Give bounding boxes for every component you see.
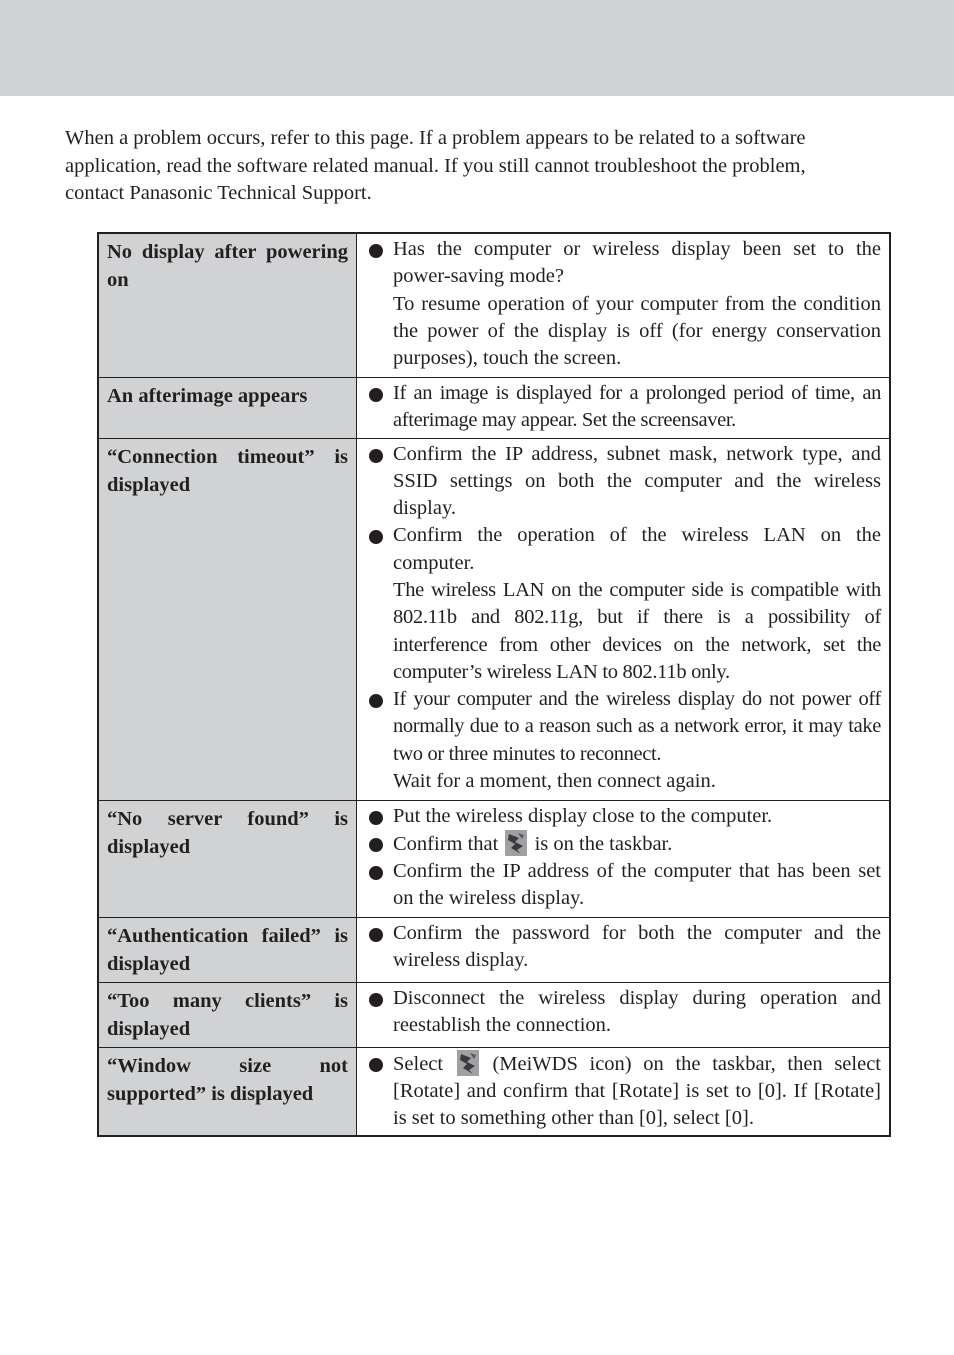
list-item (367, 1050, 881, 1133)
bullet-icon (369, 866, 383, 880)
item-text: Has the computer or wireless display been set to the power-saving mode? (393, 238, 881, 288)
list-item (367, 830, 881, 858)
item-text-before: Select (393, 1052, 444, 1075)
list-item (367, 236, 881, 372)
solution-cell (357, 917, 891, 982)
solution-cell (357, 800, 891, 917)
problem-cell: “Too many clients” is displayed (98, 982, 357, 1047)
solution-cell (357, 1047, 891, 1136)
list-item (367, 985, 881, 1040)
item-extra: Wait for a moment, then connect again. (393, 770, 716, 793)
table-row (98, 1047, 890, 1136)
item-text: Confirm the IP address of the computer that has been set on the wireless display. (393, 860, 881, 910)
list-item (367, 858, 881, 913)
list-item (367, 380, 881, 435)
table-row (98, 917, 890, 982)
bullet-icon (369, 811, 383, 825)
intro-line: When a problem occurs, refer to this page. If a problem appears to be related to a software (65, 127, 806, 149)
item-extra: The wireless LAN on the computer side is compatible with 802.11b and 802.11g, but if there is a possibility of interference from other devices on the network, set the computer’s wireless LAN to 802.11b only. (393, 578, 881, 683)
solution-cell (357, 438, 891, 800)
meiwds-icon (457, 1050, 479, 1076)
bullet-icon (369, 1058, 383, 1072)
header-band (0, 0, 954, 96)
item-text (393, 1050, 881, 1133)
bullet-icon (369, 530, 383, 544)
bullet-icon (369, 449, 383, 463)
item-text: Disconnect the wireless display during operation and reestablish the connection. (393, 986, 881, 1036)
bullet-icon (369, 244, 383, 258)
list-item (367, 920, 881, 975)
problem-cell: “Authentication failed” is displayed (98, 917, 357, 982)
bullet-icon (369, 694, 383, 708)
problem-cell: No display after powering on (98, 233, 357, 377)
bullet-icon (369, 928, 383, 942)
item-text: Confirm the IP address, subnet mask, network type, and SSID settings on both the computer and the wireless display. (393, 442, 881, 520)
item-extra: To resume operation of your computer from the condition the power of the display is off (for energy conservation purposes), touch the screen. (393, 292, 881, 370)
item-text: Put the wireless display close to the computer. (393, 804, 773, 827)
bullet-icon (369, 838, 383, 852)
list-item (367, 803, 881, 830)
item-text: Confirm the password for both the computer and the wireless display. (393, 921, 881, 971)
table-row (98, 233, 890, 377)
list-item (367, 686, 881, 795)
item-text: If your computer and the wireless display do not power off normally due to a reason such as a network error, it may take two or three minutes to reconnect. (393, 688, 881, 765)
problem-cell: “Connection timeout” is displayed (98, 438, 357, 800)
solution-cell (357, 982, 891, 1047)
meiwds-icon (505, 830, 527, 856)
problem-cell: “No server found” is displayed (98, 800, 357, 917)
item-text-after: is on the taskbar. (534, 832, 673, 855)
item-text (393, 830, 881, 858)
solution-cell (357, 233, 891, 377)
item-text-after: (MeiWDS icon) on the taskbar, then select [Rotate] and confirm that [Rotate] is set to [0]. If [Rotate] is set to something other than [0], select [0]. (393, 1052, 881, 1130)
problem-cell: An afterimage appears (98, 377, 357, 438)
list-item (367, 522, 881, 686)
table-row (98, 438, 890, 800)
intro-line: application, read the software related manual. If you still cannot troubleshoot the problem, (65, 154, 806, 177)
table-row (98, 800, 890, 917)
table-row (98, 377, 890, 438)
bullet-icon (369, 993, 383, 1007)
item-text: Confirm the operation of the wireless LAN on the computer. (393, 524, 881, 574)
intro-line: contact Panasonic Technical Support. (65, 182, 372, 204)
troubleshooting-table (97, 232, 891, 1137)
bullet-icon (369, 388, 383, 402)
table-row (98, 982, 890, 1047)
item-text: If an image is displayed for a prolonged period of time, an afterimage may appear. Set the screensaver. (393, 381, 881, 431)
problem-cell: “Window size not supported” is displayed (98, 1047, 357, 1136)
intro-paragraph (65, 125, 891, 208)
list-item (367, 441, 881, 523)
solution-cell (357, 377, 891, 438)
item-text-before: Confirm that (393, 832, 499, 855)
